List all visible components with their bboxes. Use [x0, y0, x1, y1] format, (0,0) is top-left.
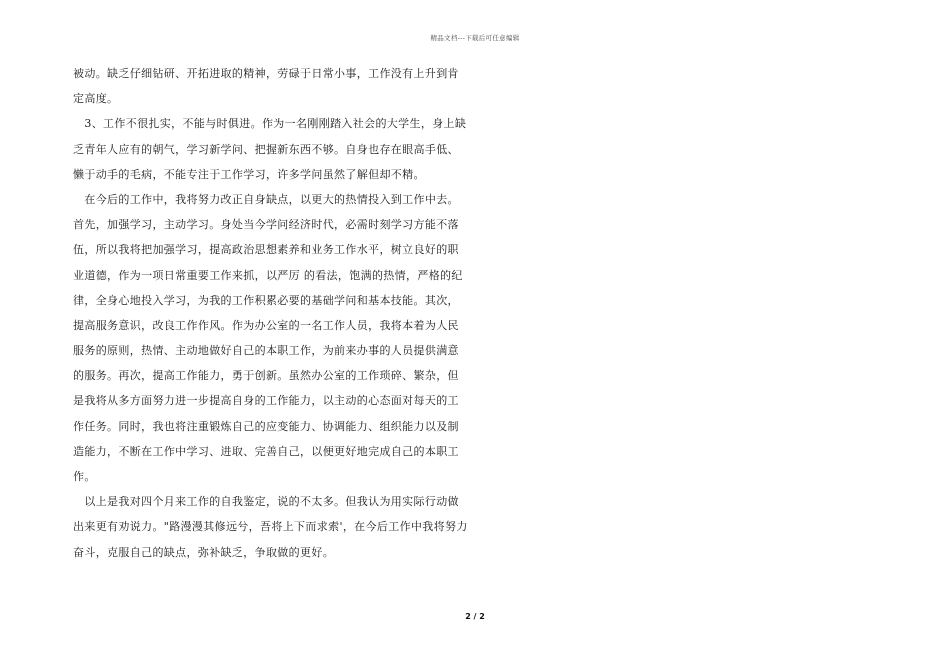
page-header: 精品文档---下载后可任意编辑	[430, 34, 520, 42]
text-line: 律，全身心地投入学习，为我的工作积累必要的基础学问和基本技能。其次，	[73, 293, 459, 307]
text-line: 的服务。再次，提高工作能力，勇于创新。虽然办公室的工作琐碎、繁杂，但	[73, 369, 459, 383]
body-text	[73, 61, 473, 565]
text-line: 作任务。同时，我也将注重锻炼自己的应变能力、协调能力、组织能力以及制	[73, 419, 459, 433]
text-line: 定高度。	[73, 92, 119, 106]
text-line: 以上是我对四个月来工作的自我鉴定，说的不太多。但我认为用实际行动做	[73, 495, 459, 509]
text-line: 懒于动手的毛病，不能专注于工作学习，许多学问虽然了解但却不精。	[73, 167, 425, 181]
text-line: 首先，加强学习，主动学习。身处当今学问经济时代，必需时刻学习方能不落	[73, 218, 459, 232]
text-line: 作。	[73, 470, 96, 483]
text-line: 业道德，作为一项日常重要工作来抓，以严厉 的看法，饱满的热情，严格的纪	[73, 268, 463, 282]
text-line: 造能力，不断在工作中学习、进取、完善自己，以便更好地完成自己的本职工	[73, 444, 459, 458]
text-line: 提高服务意识，改良工作作风。作为办公室的一名工作人员，我将本着为人民	[73, 318, 459, 332]
text-line: 奋斗，克服自己的缺点，弥补缺乏，争取做的更好。	[73, 545, 335, 559]
text-line: 出来更有劝说力。"路漫漫其修远兮，吾将上下而求索'，在今后工作中我将努力	[73, 520, 468, 534]
text-line: 是我将从多方面努力进一步提高自身的工作能力，以主动的心态面对每天的工	[73, 394, 459, 408]
text-line: 服务的原则，热情、主动地做好自己的本职工作，为前来办事的人员提供满意	[73, 344, 459, 358]
text-line: 被动。缺乏仔细钻研、开拓进取的精神，劳碌于日常小事，工作没有上升到肯	[73, 67, 459, 80]
text-line: 伍，所以我将把加强学习，提高政治思想素养和业务工作水平，树立良好的职	[73, 243, 459, 257]
page-number: 2 / 2	[465, 612, 485, 621]
text-line: 3、工作不很扎实，不能与时俱进。作为一名刚刚踏入社会的大学生，身上缺	[73, 117, 467, 131]
text-line: 在今后的工作中，我将努力改正自身缺点，以更大的热情投入到工作中去。	[73, 192, 459, 206]
text-line: 乏青年人应有的朝气，学习新学问、把握新东西不够。自身也存在眼高手低、	[73, 142, 459, 156]
